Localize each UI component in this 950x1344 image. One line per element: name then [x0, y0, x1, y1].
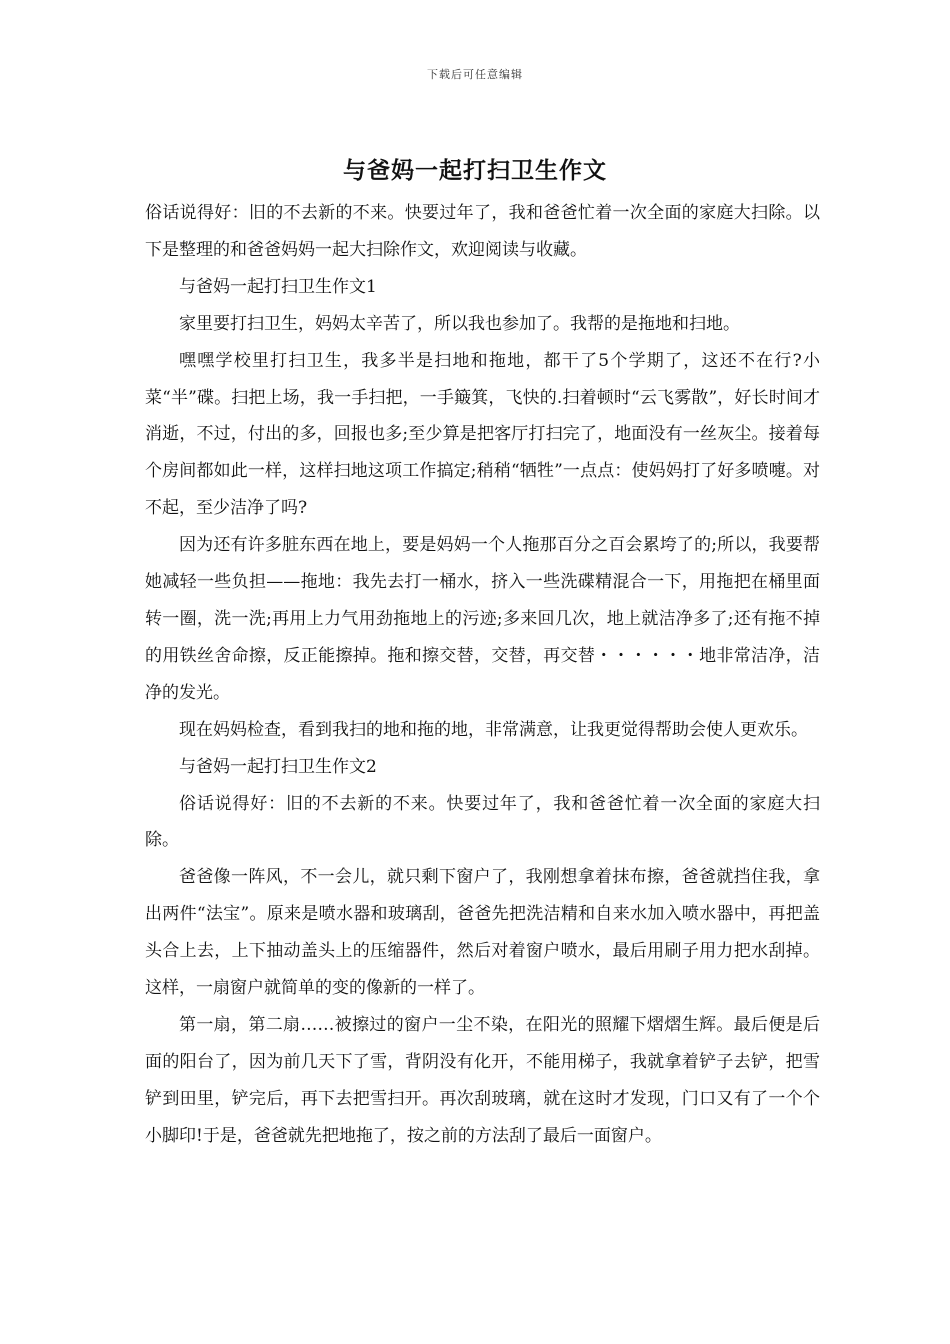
paragraph: 嘿嘿学校里打扫卫生，我多半是扫地和拖地，都干了5个学期了，这还不在行?小菜“半”碟。扫把上场，我一手扫把，一手簸箕，飞快的.扫着顿时“云飞雾散”，好长时间才消逝，不过，付出的多，回报也多;至少算是把客厅打扫完了，地面没有一丝灰尘。接着每个房间都如此一样，这样扫地这项工作搞定;稍稍“牺牲”一点点：使妈妈打了好多喷嚏。对不起，至少洁净了吗? [145, 350, 820, 519]
intro-paragraph: 俗话说得好：旧的不去新的不来。快要过年了，我和爸爸忙着一次全面的家庭大扫除。以下是整理的和爸爸妈妈一起大扫除作文，欢迎阅读与收藏。 [145, 203, 820, 260]
header-note: 下载后可任意编辑 [427, 68, 523, 81]
paragraph: 俗话说得好：旧的不去新的不来。快要过年了，我和爸爸忙着一次全面的家庭大扫除。 [145, 793, 820, 851]
paragraph: 家里要打扫卫生，妈妈太辛苦了，所以我也参加了。我帮的是拖地和扫地。 [179, 313, 740, 334]
paragraph: 爸爸像一阵风，不一会儿，就只剩下窗户了，我刚想拿着抹布擦，爸爸就挡住我，拿出两件“法宝”。原来是喷水器和玻璃刮，爸爸先把洗洁精和自来水加入喷水器中，再把盖头合上去，上下抽动盖头上的压缩器件，然后对着窗户喷水，最后用刷子用力把水刮掉。这样，一扇窗户就简单的变的像新的一样了。 [145, 867, 820, 999]
paragraph: 第一扇，第二扇……被擦过的窗户一尘不染，在阳光的照耀下熠熠生辉。最后便是后面的阳台了，因为前几天下了雪，背阴没有化开，不能用梯子，我就拿着铲子去铲，把雪铲到田里，铲完后，再下去把雪扫开。再次刮玻璃，就在这时才发现，门口又有了一个个小脚印!于是，爸爸就先把地拖了，按之前的方法刮了最后一面窗户。 [145, 1014, 820, 1146]
document-body [145, 195, 820, 1155]
paragraph: 现在妈妈检查，看到我扫的地和拖的地，非常满意，让我更觉得帮助会使人更欢乐。 [179, 719, 808, 740]
essay-1-heading: 与爸妈一起打扫卫生作文1 [179, 276, 377, 297]
page-title: 与爸妈一起打扫卫生作文 [343, 157, 607, 184]
paragraph: 因为还有许多脏东西在地上，要是妈妈一个人拖那百分之百会累垮了的;所以，我要帮她减轻一些负担——拖地：我先去打一桶水，挤入一些洗碟精混合一下，用拖把在桶里面转一圈，洗一洗;再用上力气用劲拖地上的污迹;多来回几次，地上就洁净多了;还有拖不掉的用铁丝舍命擦，反正能擦掉。拖和擦交替，交替，再交替・・・・・・地非常洁净，洁净的发光。 [145, 535, 820, 703]
essay-2-heading: 与爸妈一起打扫卫生作文2 [179, 756, 377, 777]
